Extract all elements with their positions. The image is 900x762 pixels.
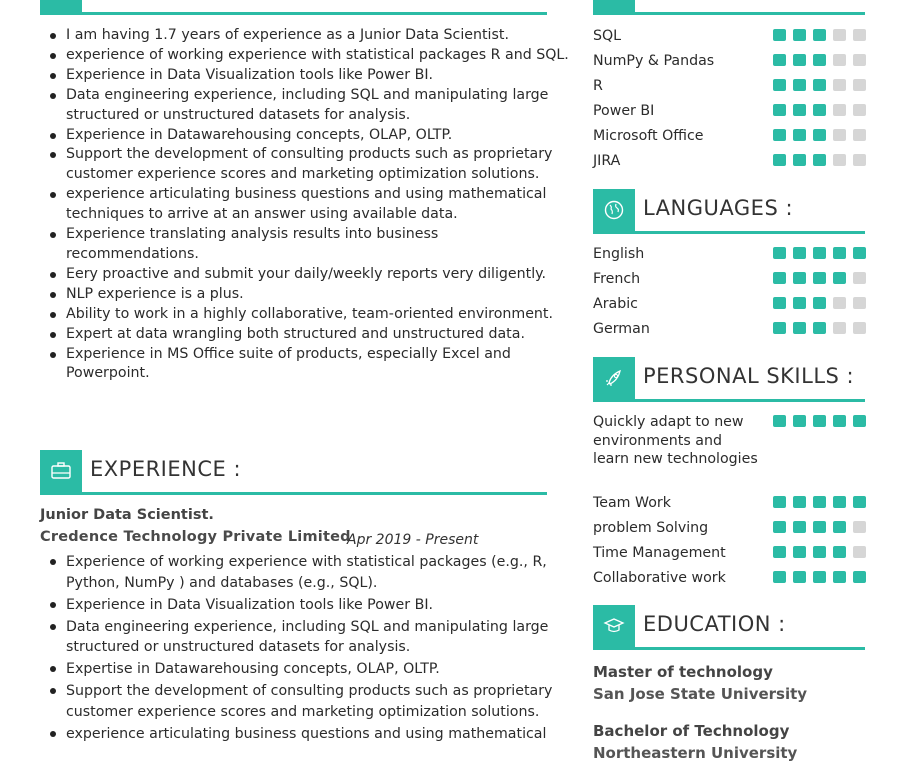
section-header-experience (40, 450, 547, 495)
rating-dot-filled (833, 546, 846, 558)
list-item: Ability to work in a highly collaborative, team-oriented environment. (66, 305, 573, 325)
section-title: LANGUAGES : (643, 196, 794, 220)
rating-dot-filled (833, 247, 846, 259)
rating-dot-filled (793, 415, 806, 427)
rating-dot-filled (793, 154, 806, 166)
rating-dot-empty (833, 54, 846, 66)
rating-dot-filled (853, 571, 866, 583)
list-item: Data engineering experience, including SQL and manipulating large structured or unstructured datasets for analysis. (66, 86, 573, 126)
rating-dot-filled (793, 571, 806, 583)
rating-dot-filled (773, 29, 786, 41)
rating-dot-filled (833, 415, 846, 427)
company-name: Credence Technology Private Limited (40, 529, 351, 545)
rating-dots (773, 496, 866, 508)
rating-dot-filled (793, 129, 806, 141)
section-header-languages (593, 189, 865, 234)
rating-dot-filled (793, 272, 806, 284)
rating-dots (773, 272, 866, 284)
section-header-education (593, 605, 865, 650)
rating-dot-filled (813, 129, 826, 141)
rating-dot-filled (813, 54, 826, 66)
section-title (643, 0, 862, 1)
globe-icon (593, 189, 635, 231)
rating-dot-filled (813, 29, 826, 41)
job-title: Junior Data Scientist. (40, 507, 214, 523)
rating-dot-filled (833, 521, 846, 533)
rating-dot-filled (773, 546, 786, 558)
rating-dot-filled (793, 79, 806, 91)
rating-dots (773, 79, 866, 91)
rating-dots (773, 546, 866, 558)
skill-label: problem Solving (593, 520, 709, 536)
rating-dot-filled (833, 571, 846, 583)
rating-dot-empty (853, 322, 866, 334)
language-label: Arabic (593, 296, 638, 312)
language-label: English (593, 246, 645, 262)
rating-dot-empty (833, 129, 846, 141)
rating-dot-filled (813, 571, 826, 583)
rating-dot-filled (813, 415, 826, 427)
list-item: Support the development of consulting products such as proprietary customer experience scores and marketing optimization solutions. (66, 145, 573, 185)
person-icon (40, 0, 82, 12)
list-item: Experience in MS Office suite of products, especially Excel and Powerpoint. (66, 345, 573, 385)
skill-label: R (593, 78, 603, 94)
section-title: PERSONAL SKILLS : (643, 364, 855, 388)
skill-label: Team Work (593, 495, 671, 511)
job-dates: Apr 2019 - Present (347, 532, 479, 548)
rating-dot-empty (833, 297, 846, 309)
language-label: French (593, 271, 641, 287)
list-item: Experience in Data Visualization tools like Power BI. (66, 66, 573, 86)
skill-label: Collaborative work (593, 570, 726, 586)
rating-dot-filled (833, 496, 846, 508)
rating-dot-filled (833, 272, 846, 284)
section-header-summary (40, 0, 547, 15)
briefcase-icon (40, 450, 82, 492)
education-school: Northeastern University (593, 744, 798, 762)
rating-dot-filled (793, 546, 806, 558)
rating-dot-filled (773, 322, 786, 334)
experience-bullet-list (40, 552, 573, 744)
tools-icon (593, 0, 635, 12)
list-item: Support the development of consulting products such as proprietary customer experience scores and marketing optimization solutions. (66, 681, 573, 722)
rating-dot-filled (793, 247, 806, 259)
rating-dot-filled (773, 79, 786, 91)
graduation-cap-icon (593, 605, 635, 647)
section-header-personal-skills (593, 357, 865, 402)
rating-dot-empty (833, 322, 846, 334)
rating-dot-filled (813, 496, 826, 508)
rating-dot-filled (813, 521, 826, 533)
skill-label: Power BI (593, 103, 655, 119)
rating-dot-empty (833, 29, 846, 41)
rating-dot-empty (853, 521, 866, 533)
list-item: experience articulating business questions and using mathematical techniques to arrive at an answer using available data. (66, 185, 573, 225)
rating-dots (773, 571, 866, 583)
rating-dot-filled (773, 247, 786, 259)
rating-dot-empty (833, 154, 846, 166)
rating-dot-filled (773, 129, 786, 141)
section-title (90, 0, 337, 1)
rating-dot-filled (813, 154, 826, 166)
list-item: Experience translating analysis results into business recommendations. (66, 225, 573, 265)
list-item: Expertise in Datawarehousing concepts, OLAP, OLTP. (66, 659, 573, 680)
list-item: experience of working experience with statistical packages R and SQL. (66, 46, 573, 66)
section-header-technical-skills (593, 0, 865, 15)
rating-dot-filled (793, 496, 806, 508)
rating-dot-filled (853, 247, 866, 259)
rating-dot-filled (813, 322, 826, 334)
rating-dots (773, 29, 866, 41)
rating-dot-filled (813, 104, 826, 116)
rating-dot-empty (833, 104, 846, 116)
list-item: Eery proactive and submit your daily/weekly reports very diligently. (66, 265, 573, 285)
rating-dots (773, 297, 866, 309)
rating-dot-filled (793, 322, 806, 334)
rating-dot-filled (773, 415, 786, 427)
skill-label: Microsoft Office (593, 128, 704, 144)
rating-dot-filled (773, 297, 786, 309)
rating-dots (773, 54, 866, 66)
list-item: Data engineering experience, including SQL and manipulating large structured or unstructured datasets for analysis. (66, 617, 573, 658)
rating-dot-filled (793, 297, 806, 309)
rating-dot-filled (793, 104, 806, 116)
rating-dot-empty (853, 154, 866, 166)
rating-dot-filled (813, 79, 826, 91)
rating-dots (773, 154, 866, 166)
rating-dot-filled (813, 546, 826, 558)
rating-dot-filled (813, 272, 826, 284)
rating-dot-filled (773, 54, 786, 66)
list-item: experience articulating business questions and using mathematical (66, 724, 573, 745)
rocket-icon (593, 357, 635, 399)
rating-dot-empty (853, 297, 866, 309)
rating-dot-filled (853, 496, 866, 508)
rating-dot-filled (773, 272, 786, 284)
rating-dot-empty (853, 104, 866, 116)
rating-dot-filled (773, 154, 786, 166)
rating-dot-empty (853, 79, 866, 91)
section-title: EXPERIENCE : (90, 457, 242, 481)
rating-dot-filled (853, 415, 866, 427)
rating-dot-filled (773, 496, 786, 508)
list-item: Experience of working experience with statistical packages (e.g., R, Python, NumPy ) and databases (e.g., SQL). (66, 552, 573, 593)
rating-dots (773, 129, 866, 141)
rating-dots (773, 322, 866, 334)
list-item: Expert at data wrangling both structured and unstructured data. (66, 325, 573, 345)
rating-dot-filled (813, 297, 826, 309)
rating-dot-filled (773, 521, 786, 533)
education-school: San Jose State University (593, 685, 808, 703)
list-item: NLP experience is a plus. (66, 285, 573, 305)
rating-dot-empty (833, 79, 846, 91)
rating-dots (773, 415, 866, 427)
list-item: I am having 1.7 years of experience as a Junior Data Scientist. (66, 26, 573, 46)
rating-dot-filled (793, 521, 806, 533)
education-degree: Bachelor of Technology (593, 722, 790, 740)
skill-label: Quickly adapt to new environments and learn new technologies (593, 414, 758, 467)
skill-label: Time Management (593, 545, 726, 561)
rating-dot-filled (793, 54, 806, 66)
section-title: EDUCATION : (643, 612, 786, 636)
rating-dot-empty (853, 272, 866, 284)
rating-dot-empty (853, 29, 866, 41)
rating-dot-empty (853, 546, 866, 558)
skill-label: JIRA (593, 153, 621, 169)
list-item: Experience in Datawarehousing concepts, OLAP, OLTP. (66, 126, 573, 146)
rating-dot-empty (853, 54, 866, 66)
rating-dot-filled (773, 571, 786, 583)
rating-dot-filled (773, 104, 786, 116)
list-item: Experience in Data Visualization tools like Power BI. (66, 595, 573, 616)
skill-label: NumPy & Pandas (593, 53, 715, 69)
summary-bullet-list (40, 26, 573, 384)
rating-dots (773, 247, 866, 259)
rating-dot-empty (853, 129, 866, 141)
rating-dot-filled (813, 247, 826, 259)
education-degree: Master of technology (593, 663, 773, 681)
rating-dots (773, 104, 866, 116)
skill-label: SQL (593, 28, 622, 44)
language-label: German (593, 321, 650, 337)
rating-dot-filled (793, 29, 806, 41)
rating-dots (773, 521, 866, 533)
